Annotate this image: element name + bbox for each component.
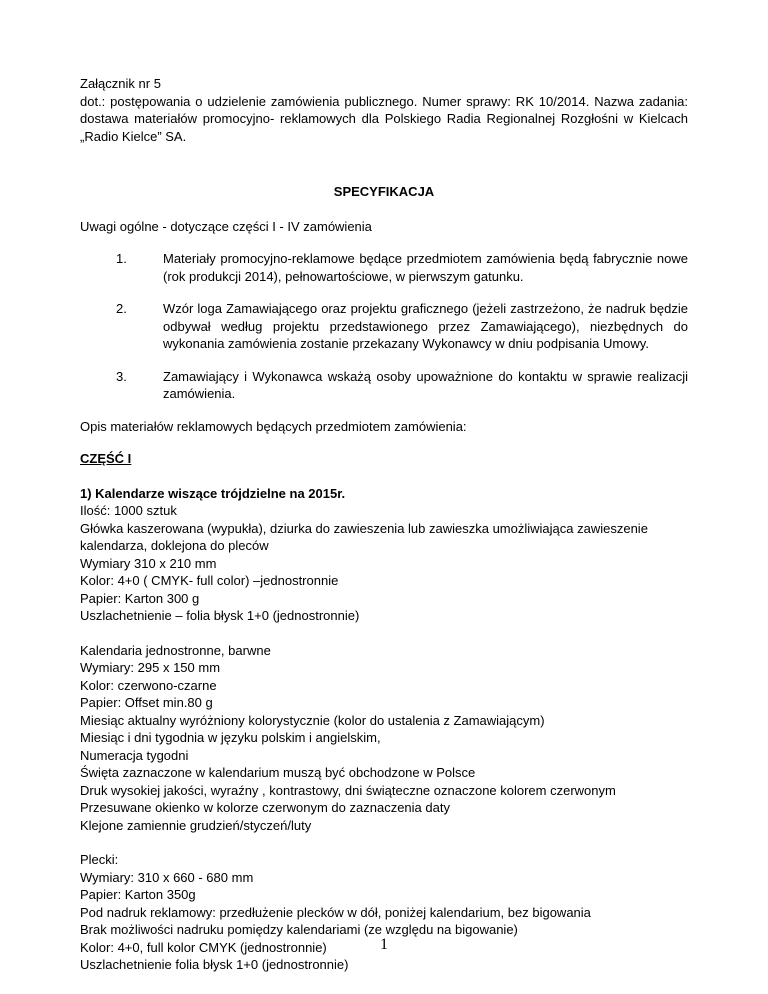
list-item-number: 2. [116, 301, 127, 316]
spec-line: Kolor: 4+0 ( CMYK- full color) –jednostronnie [80, 573, 339, 588]
spec-line: Brak możliwości nadruku pomiędzy kalendariami (ze względu na bigowanie) [80, 922, 518, 937]
spec-line: Uszlachetnienie – folia błysk 1+0 (jednostronnie) [80, 608, 360, 623]
spec-line: Klejone zamiennie grudzień/styczeń/luty [80, 817, 312, 833]
spec-line: Wymiary: 295 x 150 mm [80, 660, 221, 675]
part-heading: CZĘŚĆ I [80, 451, 132, 466]
list-item-number: 1. [116, 251, 127, 266]
item1-section [80, 485, 688, 625]
list-item-number: 3. [116, 368, 127, 384]
list-item-text: Materiały promocyjno-reklamowe będące przedmiotem zamówienia będą fabrycznie nowe (rok produkcji 2014), pełnowartościowe, w pierwszym gatunku. [163, 251, 688, 284]
spec-line: Kalendaria jednostronne, barwne [80, 642, 271, 658]
spec-line: Pod nadruk reklamowy: przedłużenie plecków w dół, poniżej kalendarium, bez bigowania [80, 904, 591, 920]
kalendaria-section [80, 642, 688, 835]
page-number: 1 [380, 936, 388, 953]
list-item-text: Wzór loga Zamawiającego oraz projektu graficznego (jeżeli zastrzeżono, że nadruk będzie odbywał według projektu przedstawionego przez Zamawiającego), niezbędnych do wykonania zamówienia zostanie przekazany Wykonawcy w dniu podpisania Umowy. [163, 301, 688, 351]
plecki-section [80, 851, 688, 974]
document-page [80, 75, 688, 974]
spec-line: Ilość: 1000 sztuk [80, 503, 177, 518]
general-notes-heading: Uwagi ogólne - dotyczące części I - IV zamówienia [80, 218, 372, 234]
spec-line: Kolor: czerwono-czarne [80, 677, 217, 693]
spec-line: Przesuwane okienko w kolorze czerwonym do zaznaczenia daty [80, 800, 450, 815]
spec-line: Wymiary 310 x 210 mm [80, 555, 217, 571]
spec-line: Papier: Karton 350g [80, 887, 196, 902]
document-title: SPECYFIKACJA [333, 184, 435, 199]
procurement-reference: dot.: postępowania o udzielenie zamówienia publicznego. Numer sprawy: RK 10/2014. Nazwa zadania: dostawa materiałów promocyjno- reklamowych dla Polskiego Radia Regionalnej Rozgłośni w Kielcach „Radio Kielce” SA. [80, 93, 688, 144]
spec-line: Druk wysokiej jakości, wyraźny , kontrastowy, dni świąteczne oznaczone kolorem czerwonym [80, 782, 616, 798]
item1-title: 1) Kalendarze wiszące trójdzielne na 2015r. [80, 485, 346, 501]
spec-line: Miesiąc i dni tygodnia w języku polskim i angielskim, [80, 730, 381, 745]
general-notes-list [80, 250, 688, 403]
list-item [80, 300, 688, 353]
spec-line: Święta zaznaczone w kalendarium muszą być obchodzone w Polsce [80, 765, 476, 780]
spec-line: Papier: Karton 300 g [80, 590, 200, 606]
list-item [80, 368, 688, 403]
materials-description: Opis materiałów reklamowych będących przedmiotem zamówienia: [80, 418, 467, 434]
spec-line: Główka kaszerowana (wypukła), dziurka do zawieszenia lub zawieszka umożliwiająca zawieszenie kalendarza, doklejona do pleców [80, 520, 648, 553]
spec-line: Wymiary: 310 x 660 - 680 mm [80, 869, 254, 885]
list-item [80, 250, 688, 285]
spec-line: Papier: Offset min.80 g [80, 695, 213, 710]
list-item-text: Zamawiający i Wykonawca wskażą osoby upoważnione do kontaktu w sprawie realizacji zamówienia. [163, 368, 688, 401]
spec-line: Kolor: 4+0, full kolor CMYK (jednostronnie) [80, 939, 327, 955]
document-header [80, 75, 688, 145]
spec-line: Numeracja tygodni [80, 747, 189, 763]
spec-line: Miesiąc aktualny wyróżniony kolorystycznie (kolor do ustalenia z Zamawiającym) [80, 712, 545, 728]
spec-line: Plecki: [80, 852, 119, 867]
spec-line: Uszlachetnienie folia błysk 1+0 (jednostronnie) [80, 957, 349, 972]
attachment-label: Załącznik nr 5 [80, 76, 161, 91]
